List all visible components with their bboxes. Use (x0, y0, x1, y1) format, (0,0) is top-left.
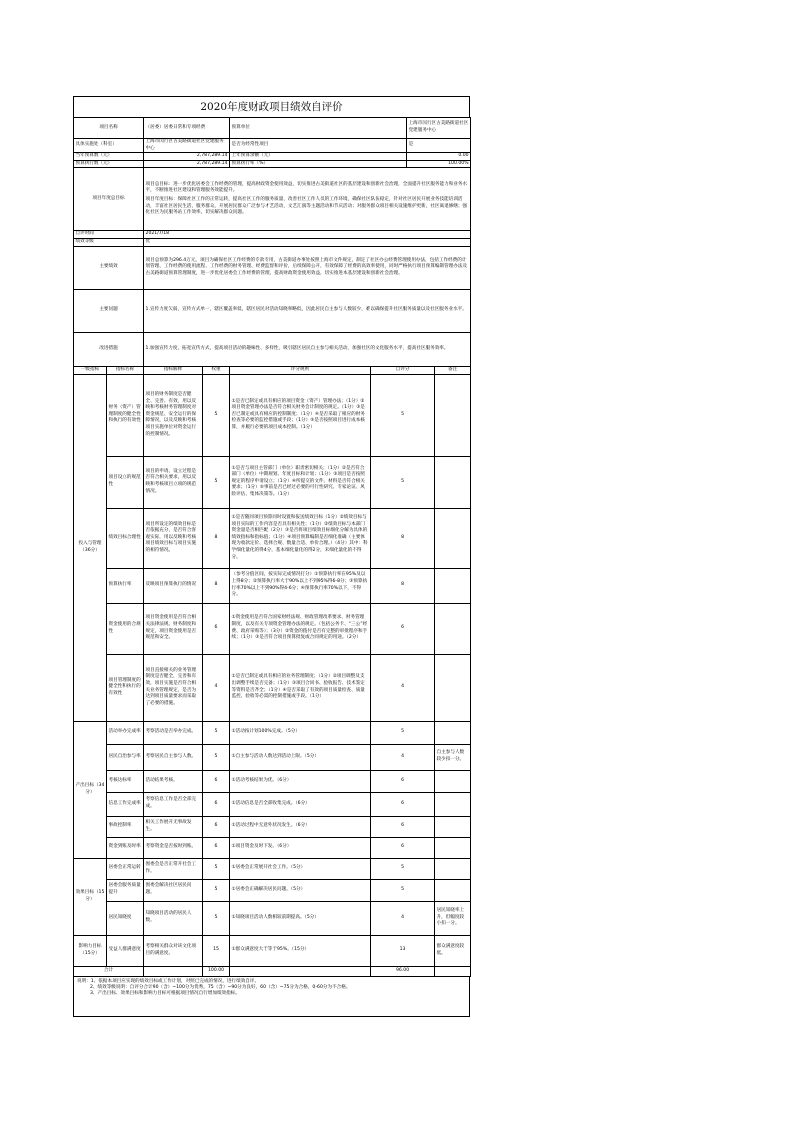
indicator-weight: 5 (203, 456, 230, 508)
note-3: 3、产出目标、效果目标和影响力目标可根据项目情况自行增加绩效指标。 (90, 991, 240, 997)
indicator-rule: ①是否随同项目预算同时设置和报送绩效目标（1分）②绩效目标与项目实际的工作内容是否具有相关性；（1分）②绩效目标与本部门资金量是否相匹配（2分）③是否将项目绩效目标细化分解为具体的绩效指标和指标值；（1分）④项目预算编制是否细化准确（主要体现为收款定价、选择合规、数量合适、单价合理。）（4分）其中：科学细化量化的得4分，基本细化量化的得2分，未细化量化的不得分。 (230, 508, 371, 568)
indicator-score: 5 (371, 858, 435, 879)
indicator-remark (435, 837, 471, 858)
indicator-rows (74, 374, 471, 966)
indicator-name: 居委会正常运转 (107, 858, 144, 879)
indicator-row (74, 568, 471, 603)
indicator-remark (435, 721, 471, 744)
indicator-explain: 项目资金使用是否符合相关法律法规、财务制度和规定，项目资金使用是否规范和安全。 (144, 603, 203, 654)
total-weight: 100.00 (203, 966, 230, 976)
level1-indicator: 投入与管理（36分） (74, 374, 107, 721)
indicator-rule: ①自主参与活动人数达到活动上限。（5分） (230, 744, 371, 770)
indicator-score: 6 (371, 816, 435, 837)
goal-total: 项目总目标：进一步优化居委会工作经费的管理，提高财政资金使用效益，切实推进古美街道社区的基层建设和创新社会治理，全面提升社区服务能力和业务水平，不断推进社区建设和管理服务效能提升。 (145, 181, 468, 194)
indicator-rule: ①是否与项目主管部门（单位）职责密切相关；（1分）②是否符合部门（单位）中期规划、年度目标和计划；（1分）③项目是否按照规定的程序申请设立；（1分）④所提交的文件、材料是否符合相关要求；（1分）⑤事前是否已经过必要的可行性研究、专家论证、风险评估、集体决策等。（1分） (230, 456, 371, 508)
indicator-weight: 5 (203, 721, 230, 744)
indicator-name: 信息工作完成率 (107, 792, 144, 816)
indicator-row (74, 837, 471, 858)
indicator-explain: 相关工作展开无事故发生。 (144, 816, 203, 837)
indicator-name: 项目设立的规范性 (107, 456, 144, 508)
grade-label: 绩效等级 (74, 238, 144, 246)
indicator-explain: 项目所设定的绩效目标是否依据充分，是否符合客观实际，用以反映和考核项目绩效目标与项目实施的相符情况。 (144, 508, 203, 568)
goal-annual: 项目年度目标：保障社区工作的正常运转，提高社区工作的服务质量，改善社区工作人员的工作环境，确保社区队伍稳定，针对社区居民开展业务技能培训活动，丰富社区居民生活，服务群众，开展居民群众广泛参与才艺活动，文艺汇演等主题活动和节庆活动；对服务群众项目相关设施维护更新，社区离退修缮；强化社区为民服务站工作效率，切实解决群众问题。 (145, 197, 468, 216)
indicator-rule: ①活动过程中无意外状况发生。（6分） (230, 816, 371, 837)
exec-amount-label: 预算执行数（元） (74, 160, 144, 168)
note-1: 说明：1、依据本项目应实现的绩效目标或工作计划，对照已完成的情况，进行绩效自评。 (77, 978, 260, 984)
indicator-rule: ①知晓项目活动人数相较前期提高。（5分） (230, 901, 371, 935)
indicator-explain: 考察信息工作是否全部完成。 (144, 792, 203, 816)
total-remark (435, 966, 471, 976)
indicator-weight: 6 (203, 816, 230, 837)
indicator-name: 项目管理制度的健全性和执行的有效性 (107, 654, 144, 721)
indicator-row (74, 508, 471, 568)
indicator-weight: 15 (203, 935, 230, 966)
goal-label: 项目年度总目标 (74, 168, 144, 231)
indicator-row (74, 858, 471, 879)
eval-time-label: 自评时间 (74, 231, 144, 239)
indicator-row (74, 935, 471, 966)
indicator-remark (435, 568, 471, 603)
indicator-score: 6 (371, 837, 435, 858)
budget-unit-label: 预算单位 (230, 118, 407, 139)
header-score: 自评分 (371, 366, 435, 374)
indicator-weight: 5 (203, 374, 230, 456)
goal-text (144, 168, 471, 231)
indicator-rule: ①居委会正确解决居民问题。（5分） (230, 879, 371, 901)
indicator-score: 6 (371, 770, 435, 792)
indicator-name: 财务（资产）管理制度的健全性和执行的有效性 (107, 374, 144, 456)
header-explain: 指标解释 (144, 366, 203, 374)
indicator-weight: 8 (203, 508, 230, 568)
current-budget-label: 当年预算数（元） (74, 153, 144, 161)
improve-label: 改进措施 (74, 332, 144, 366)
indicator-remark (435, 603, 471, 654)
indicator-name: 活动举办完成率 (107, 721, 144, 744)
indicator-remark (435, 879, 471, 901)
header-rule: 评分规则 (230, 366, 371, 374)
indicator-explain: 考察相关群众对该文化项目的满意度。 (144, 935, 203, 966)
exec-rate-value: 100.00% (407, 160, 471, 168)
current-budget-value: 2,787,289.14 (144, 153, 230, 161)
indicator-score: 4 (371, 901, 435, 935)
header-weight: 权重 (203, 366, 230, 374)
indicator-score: 5 (371, 721, 435, 744)
indicator-score: 4 (371, 654, 435, 721)
notes (73, 977, 470, 1017)
indicator-weight: 6 (203, 837, 230, 858)
indicator-row (74, 654, 471, 721)
indicator-weight: 5 (203, 744, 230, 770)
indicator-weight: 6 (203, 603, 230, 654)
indicator-row (74, 603, 471, 654)
indicator-weight: 5 (203, 858, 230, 879)
indicator-row (74, 721, 471, 744)
indicator-rule: ①居委会正常展开社会工作。（5分） (230, 858, 371, 879)
prev-balance-value: 0.00 (407, 153, 471, 161)
indicator-remark (435, 508, 471, 568)
indicator-rule: ①群众满意度大于等于95%。（15分） (230, 935, 371, 966)
total-label: 合计 (74, 966, 144, 976)
indicator-remark (435, 858, 471, 879)
indicator-explain: 知晓项目活动的居民人数。 (144, 901, 203, 935)
indicator-remark (435, 816, 471, 837)
indicator-rule: ①活动考核结果为优。（6分） (230, 770, 371, 792)
indicator-row (74, 816, 471, 837)
indicator-name: 事故控制率 (107, 816, 144, 837)
indicator-weight: 6 (203, 770, 230, 792)
indicator-name: 居民自治参与率 (107, 744, 144, 770)
indicator-rule: ①项目资金及时下发。（6分） (230, 837, 371, 858)
indicator-weight: 8 (203, 568, 230, 603)
indicator-row (74, 879, 471, 901)
indicator-row (74, 901, 471, 935)
note-2: 2、绩效等级说明：自评分合计90（含）~100分为优秀，75（含）~90分为良好，60（含）~75分为合格，0-60分为不合格。 (90, 984, 351, 990)
indicator-score: 5 (371, 456, 435, 508)
indicator-rule: （参考分值区间，按实际完成情况打分）①预算执行率在95%及以上得8分；②预算执行率大于90%以上不到95%得6-8分；③预算执行率70%以上不到90%得4-6分；④预算执行率70%以下，不得分。 (230, 568, 371, 603)
impl-unit-value: 上海市闵行区古美路街道社区党建服务中心 (144, 139, 230, 153)
indicator-name: 资金使用的合规性 (107, 603, 144, 654)
indicator-score: 5 (371, 879, 435, 901)
indicator-row (74, 770, 471, 792)
header-remark: 备注 (435, 366, 471, 374)
indicator-remark: 群众满意度较低。 (435, 935, 471, 966)
indicator-row (74, 792, 471, 816)
indicator-explain: 考察居民自主参与人数。 (144, 744, 203, 770)
indicator-name: 考核达标率 (107, 770, 144, 792)
indicator-explain: 项目直接相关的业务管理制度是否健全，完善和有效，项目实施是否符合相关业务管理规定，是否为达到项目质量要求而采取了必要的措施。 (144, 654, 203, 721)
indicator-score: 8 (371, 568, 435, 603)
recurrent-value: 是 (407, 139, 471, 153)
indicator-rule: ①活动信息是否全部收集完成。（6分） (230, 792, 371, 816)
indicator-rule: ①是否已制定或具有相应的业务管理制度；（1分）②项目调整及支出调整手续是否完备；（1分）③项目合同书、验收报告、技术鉴定等资料是否齐全；（1分）④是否采取了有效的项目质量检查、质量监控、验收等必需的控制措施或手段。（1分） (230, 654, 371, 721)
indicator-weight: 5 (203, 879, 230, 901)
indicator-row (74, 456, 471, 508)
indicator-name: 居民知晓度 (107, 901, 144, 935)
indicator-score: 4 (371, 744, 435, 770)
indicator-explain: 项目的申请、设立过程是否符合相关要求，用以反映和考核项目立项的规范情况。 (144, 456, 203, 508)
level1-indicator: 产出目标（34分） (74, 721, 107, 858)
prev-balance-label: 上年预算余额（元） (230, 153, 407, 161)
indicator-weight: 5 (203, 901, 230, 935)
achievement-label: 主要绩效 (74, 246, 144, 289)
indicator-remark: 居民知晓率上升，但幅度较小扣一分。 (435, 901, 471, 935)
indicator-rule: ①资金使用是否符合国家财经法规、财政管理改革要求、财务管理制度，以及有关专项资金管理办法的规定。（包括公务卡、“三公”经费、政府采购等）；（3分）②资金的拨付是否有完整的审批程序和手续；（1分）③是否符合项目预算批复或合同规定的用途。（2分） (230, 603, 371, 654)
improve-text: 1.加强宣传力度，拓宽宣传方式，提高项目活动的趣味性、多样性，吸引辖区居民自主参与相关活动，加强社区的文化服务水平，提高社区服务效率。 (144, 332, 471, 366)
indicator-weight: 4 (203, 654, 230, 721)
indicator-remark (435, 654, 471, 721)
total-rule (230, 966, 371, 976)
budget-unit-value: 上海市闵行区古美路街道社区党建服务中心 (407, 118, 471, 139)
indicator-explain: 考察资金是否按时到账。 (144, 837, 203, 858)
indicator-score: 6 (371, 792, 435, 816)
level1-indicator: 影响力目标（15分） (74, 935, 107, 966)
indicator-remark (435, 456, 471, 508)
header-level1: 一级指标 (74, 366, 107, 374)
evaluation-table (73, 117, 471, 977)
achievement-text: 项目总预算为296.4万元，项目为确保社区工作经费的专款专用，古美街道办事处按照上海市文件规定，制定了社区办公经费管理使用办法，包括工作经费的计划管理、工作经费的使用流程、工作经费的财务管理、经费监督和评价，后续保障公开，有效保障了经费的高效率使用，同时严格执行项目预算编制管理办法及古美路街道预算管理制度，进一步优化居委会工作经费的管理，提高财政资金使用效益，切实推进本基层建设和创新社会治理。 (144, 246, 471, 289)
impl-unit-label: 具体实施处（科室） (74, 139, 144, 153)
indicator-score: 5 (371, 374, 435, 456)
indicator-score: 8 (371, 508, 435, 568)
indicator-name: 受益人群满意度 (107, 935, 144, 966)
indicator-remark: 自主参与人数较少扣一分。 (435, 744, 471, 770)
indicator-rule: ①是否已制定或具有相应的项目资金（资产）管理办法；（1分）②项目资金管理办法是否符合相关财务会计制度的规定。（1分）③是否已制定或具有相应的控制制度；（1分）④是否采取了相应的财务检查等必要的监控措施或手段；（1分）⑤是否按照项目进行成本核算，并履行必要的项目成本控制。（1分） (230, 374, 371, 456)
indicator-weight: 6 (203, 792, 230, 816)
indicator-name: 资金到账及时率 (107, 837, 144, 858)
indicator-name: 居委会服务质量提升 (107, 879, 144, 901)
indicator-explain: 考察活动是否举办完成。 (144, 721, 203, 744)
indicator-explain: 围委会解决社区居民问题。 (144, 879, 203, 901)
grade-value: 优 (144, 238, 471, 246)
indicator-explain: 项目的财务制度是否健全、完善、有效，用以反映和考核财务管理制度对资金规范、安全运行的保障情况，以及反映和考核项目实施单位对资金运行的控制情况。 (144, 374, 203, 456)
recurrent-label: 是否为经常性项目 (230, 139, 407, 153)
header-level2: 指标名称 (107, 366, 144, 374)
project-name-label: 项目名称 (74, 118, 144, 139)
indicator-explain: 围委会是否正常开社会工作。 (144, 858, 203, 879)
eval-time-value: 2021/7/18 (144, 231, 471, 239)
indicator-remark (435, 374, 471, 456)
indicator-rule: ①活动按计划100%完成。（5分） (230, 721, 371, 744)
evaluation-sheet (73, 96, 470, 1017)
indicator-explain: 活动结果考核。 (144, 770, 203, 792)
level1-indicator: 效果目标（15分） (74, 858, 107, 935)
problem-label: 主要问题 (74, 289, 144, 332)
indicator-explain: 反映项目预算执行的情况 (144, 568, 203, 603)
sheet-title: 2020年度财政项目绩效自评价 (73, 96, 470, 117)
project-name-value: （居委）居委日常和专项经费 (144, 118, 230, 139)
indicator-name: 绩效目标合理性 (107, 508, 144, 568)
problem-text: 1.宣传力度欠弱，宣传方式单一，辖区覆盖率低，辖区居民对活动知晓率略低，因此居民自主参与人数较少，难以确保提升社区服务质量以及社区服务业水平。 (144, 289, 471, 332)
indicator-row (74, 744, 471, 770)
exec-amount-value: 2,787,289.14 (144, 160, 230, 168)
total-score: 96.00 (371, 966, 435, 976)
exec-rate-label: 预算执行率（%） (230, 160, 407, 168)
indicator-remark (435, 770, 471, 792)
total-explain (144, 966, 203, 976)
indicator-row (74, 374, 471, 456)
indicator-name: 预算执行率 (107, 568, 144, 603)
indicator-score: 13 (371, 935, 435, 966)
indicator-score: 6 (371, 603, 435, 654)
indicator-remark (435, 792, 471, 816)
